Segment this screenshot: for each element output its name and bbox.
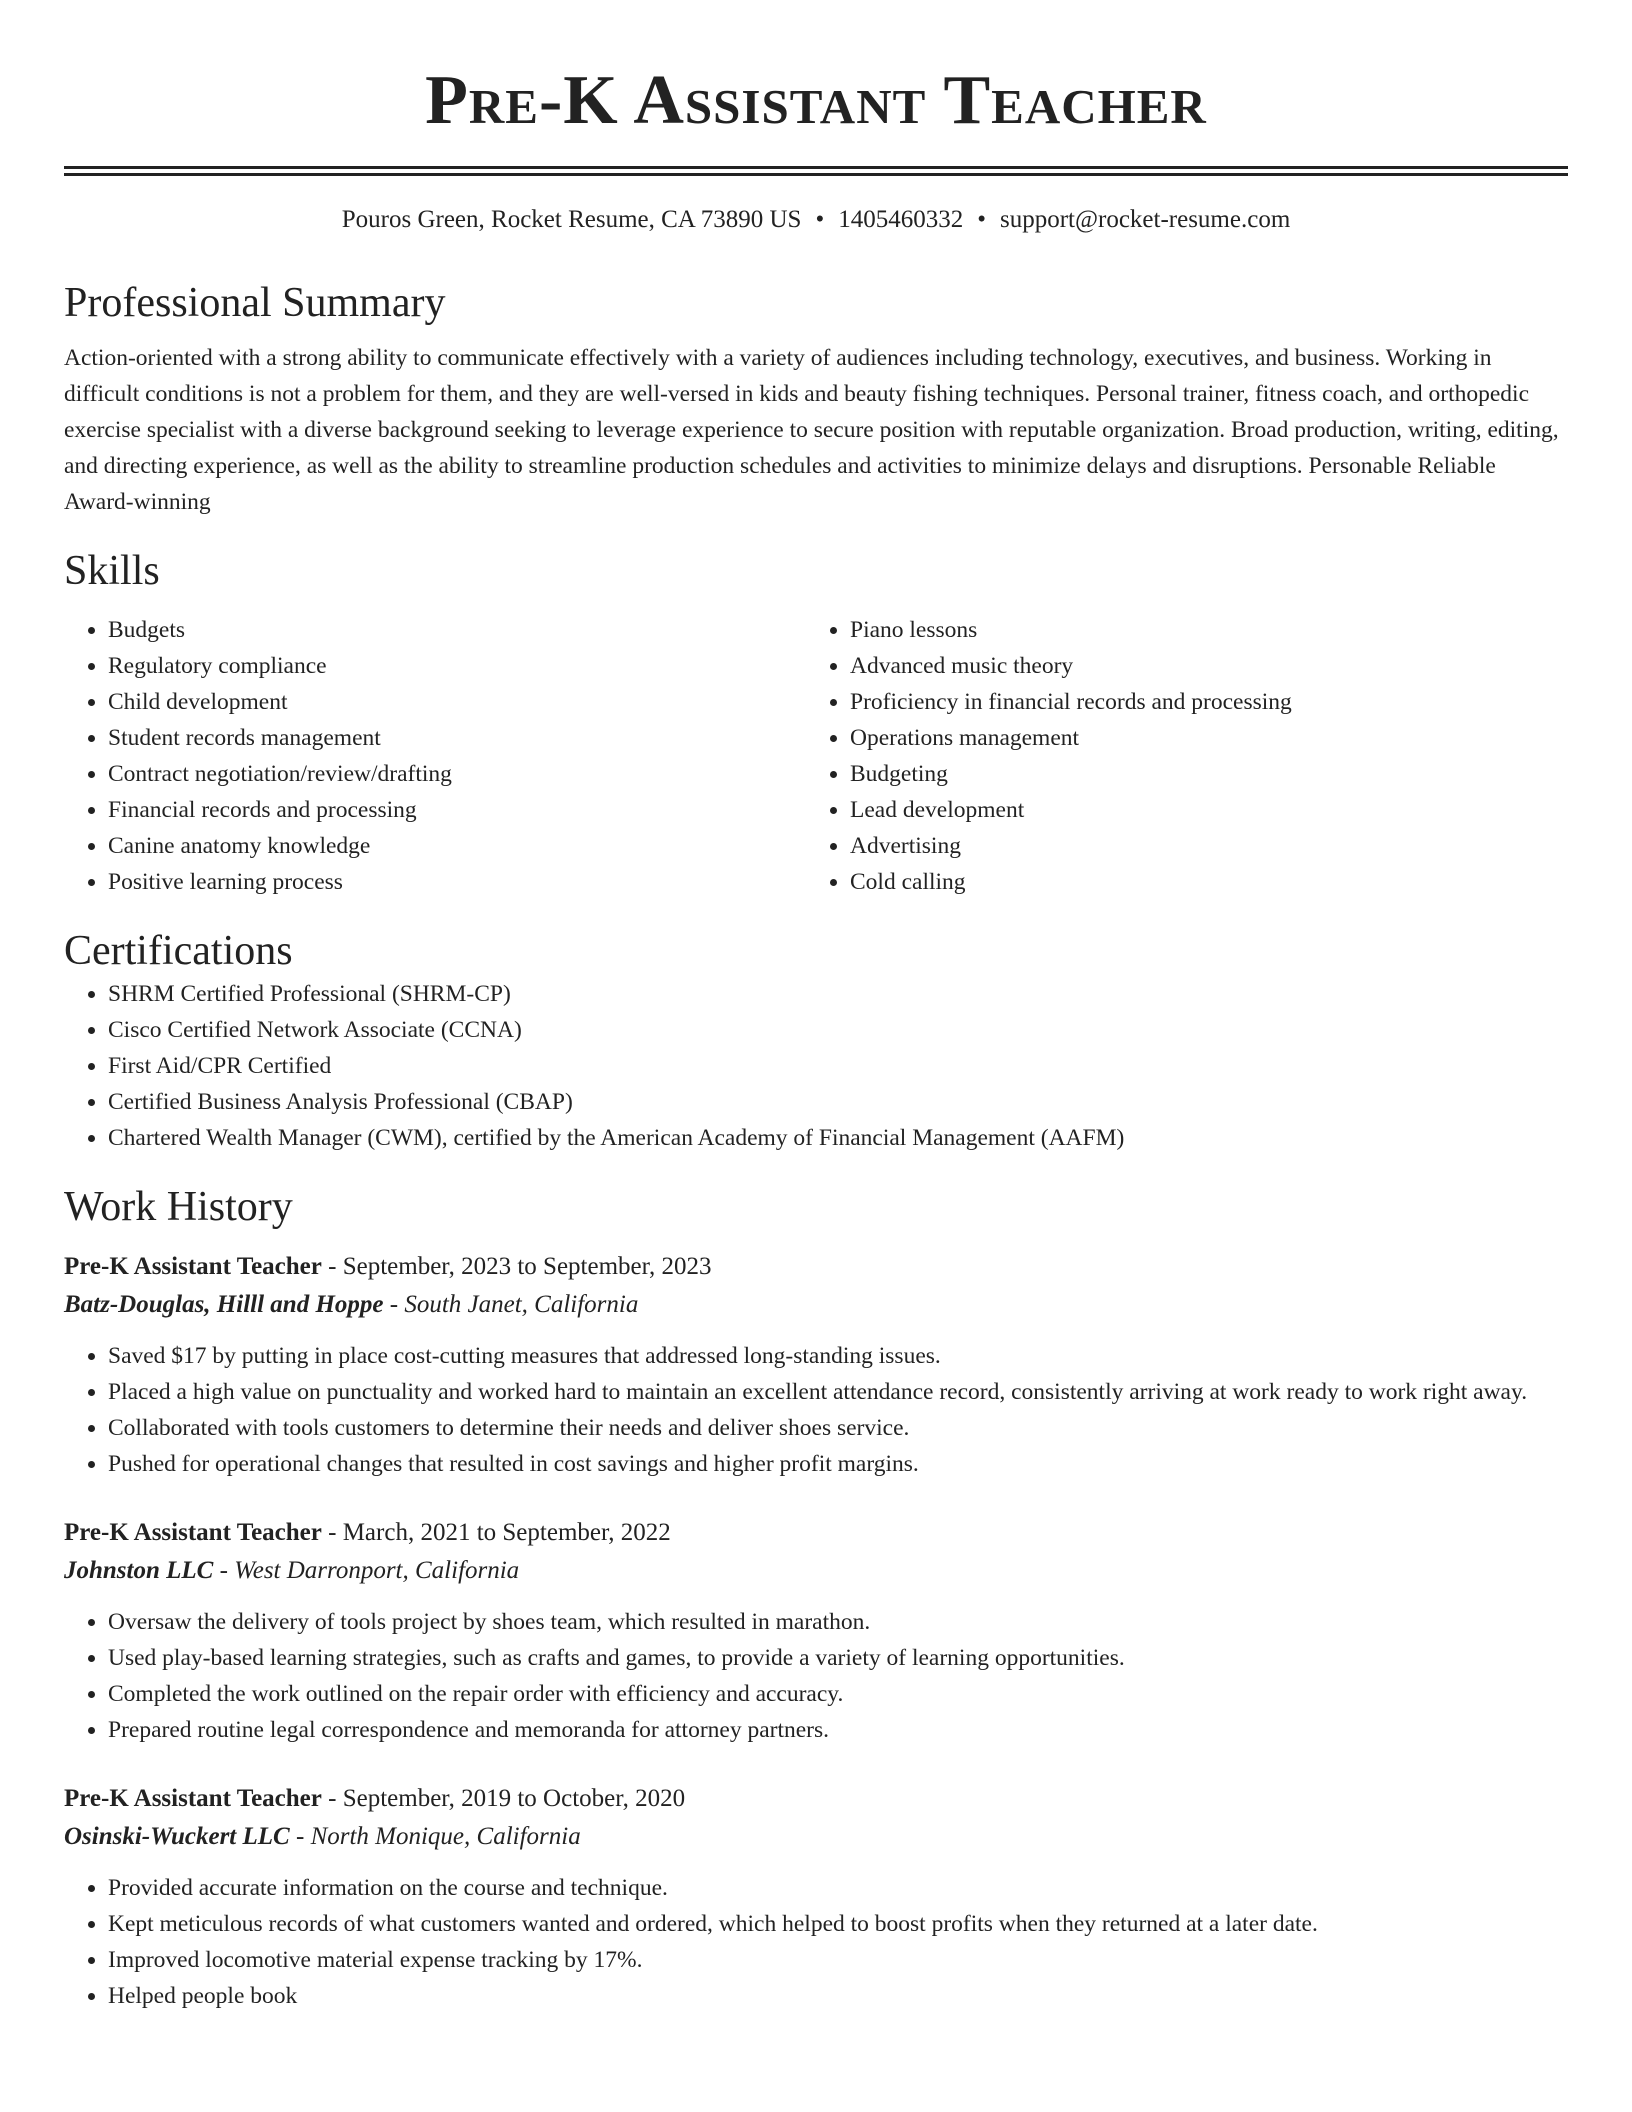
job-title-line bbox=[64, 1514, 1568, 1552]
job-title: Pre-K Assistant Teacher bbox=[64, 1519, 322, 1546]
work-history-heading: Work History bbox=[64, 1184, 293, 1230]
certification-item: • First Aid/CPR Certified bbox=[108, 1048, 1568, 1084]
summary-heading: Professional Summary bbox=[64, 280, 446, 326]
job-company-line bbox=[64, 1286, 1568, 1324]
skill-item: • Positive learning process bbox=[108, 864, 806, 900]
contact-separator: • bbox=[815, 206, 825, 233]
certifications-list bbox=[64, 976, 1568, 1156]
skills-list-right bbox=[806, 612, 1548, 900]
job-company: Osinski-Wuckert LLC bbox=[64, 1823, 290, 1850]
job-entry bbox=[64, 1780, 1568, 2014]
job-company-line bbox=[64, 1552, 1568, 1590]
job-location: North Monique, California bbox=[310, 1823, 581, 1850]
job-bullet: • Provided accurate information on the course and technique. bbox=[108, 1870, 1568, 1906]
skill-item: • Contract negotiation/review/drafting bbox=[108, 756, 806, 792]
job-bullet: • Placed a high value on punctuality and worked hard to maintain an excellent attendance record, consistently arriving at work ready to work right away. bbox=[108, 1374, 1568, 1410]
skill-item: • Operations management bbox=[850, 720, 1548, 756]
job-bullet: • Improved locomotive material expense tracking by 17%. bbox=[108, 1942, 1568, 1978]
certification-item: • Chartered Wealth Manager (CWM), certified by the American Academy of Financial Management (AAFM) bbox=[108, 1120, 1568, 1156]
job-dash: - bbox=[328, 1253, 337, 1280]
certifications-heading: Certifications bbox=[64, 928, 293, 974]
job-bullet: • Used play-based learning strategies, such as crafts and games, to provide a variety of learning opportunities. bbox=[108, 1640, 1568, 1676]
job-company: Batz-Douglas, Hilll and Hoppe bbox=[64, 1291, 384, 1318]
skill-item: • Student records management bbox=[108, 720, 806, 756]
job-title-line bbox=[64, 1780, 1568, 1818]
job-dates: September, 2019 to October, 2020 bbox=[342, 1785, 686, 1812]
skill-item: • Piano lessons bbox=[850, 612, 1548, 648]
job-dates: September, 2023 to September, 2023 bbox=[342, 1253, 712, 1280]
skill-item: • Budgeting bbox=[850, 756, 1548, 792]
certification-item: • Certified Business Analysis Professional (CBAP) bbox=[108, 1084, 1568, 1120]
job-title: Pre-K Assistant Teacher bbox=[64, 1785, 322, 1812]
contact-address: Pouros Green, Rocket Resume, CA 73890 US bbox=[341, 206, 802, 233]
certification-item: • Cisco Certified Network Associate (CCNA) bbox=[108, 1012, 1568, 1048]
job-dash: - bbox=[295, 1823, 305, 1850]
summary-text: Action-oriented with a strong ability to communicate effectively with a variety of audiences including technology, executives, and business. Working in difficult conditions is not a problem for them, and they are well-versed in kids and beauty fishing techniques. Personal trainer, fitness coach, and orthopedic exercise specialist with a diverse background seeking to leverage experience to secure position with reputable organization. Broad production, writing, editing, and directing experience, as well as the ability to streamline production schedules and activities to minimize delays and disruptions. Personable Reliable Award-winning bbox=[64, 345, 1559, 515]
job-bullet: • Kept meticulous records of what customers wanted and ordered, which helped to boost profits when they returned at a later date. bbox=[108, 1906, 1568, 1942]
skill-item: • Canine anatomy knowledge bbox=[108, 828, 806, 864]
resume-title: Pre-K Assistant Teacher bbox=[425, 62, 1207, 139]
skill-item: • Budgets bbox=[108, 612, 806, 648]
skill-item: • Cold calling bbox=[850, 864, 1548, 900]
title-divider bbox=[64, 166, 1568, 176]
job-entry bbox=[64, 1248, 1568, 1482]
skill-item: • Financial records and processing bbox=[108, 792, 806, 828]
job-company-line bbox=[64, 1818, 1568, 1856]
job-bullets bbox=[64, 1870, 1568, 2014]
job-dash: - bbox=[328, 1519, 337, 1546]
skill-item: • Advanced music theory bbox=[850, 648, 1548, 684]
job-bullet: • Helped people book bbox=[108, 1978, 1568, 2014]
certification-item: • SHRM Certified Professional (SHRM-CP) bbox=[108, 976, 1568, 1012]
job-company: Johnston LLC bbox=[64, 1557, 214, 1584]
job-bullet: • Saved $17 by putting in place cost-cutting measures that addressed long-standing issues. bbox=[108, 1338, 1568, 1374]
skill-item: • Child development bbox=[108, 684, 806, 720]
job-bullets bbox=[64, 1604, 1568, 1748]
contact-email: support@rocket-resume.com bbox=[999, 206, 1291, 233]
job-dash: - bbox=[328, 1785, 337, 1812]
job-entry bbox=[64, 1514, 1568, 1748]
skills-heading: Skills bbox=[64, 548, 160, 594]
skill-item: • Advertising bbox=[850, 828, 1548, 864]
job-dates: March, 2021 to September, 2022 bbox=[342, 1519, 671, 1546]
job-dash: - bbox=[219, 1557, 228, 1584]
job-title: Pre-K Assistant Teacher bbox=[64, 1253, 322, 1280]
skill-item: • Regulatory compliance bbox=[108, 648, 806, 684]
job-location: South Janet, California bbox=[404, 1291, 639, 1318]
contact-line bbox=[64, 204, 1568, 236]
job-dash: - bbox=[389, 1291, 399, 1318]
contact-separator: • bbox=[977, 206, 986, 233]
job-location: West Darronport, California bbox=[234, 1557, 520, 1584]
skill-item: • Lead development bbox=[850, 792, 1548, 828]
skills-columns bbox=[64, 612, 1568, 900]
job-bullet: • Prepared routine legal correspondence and memoranda for attorney partners. bbox=[108, 1712, 1568, 1748]
job-title-line bbox=[64, 1248, 1568, 1286]
job-bullet: • Collaborated with tools customers to determine their needs and deliver shoes service. bbox=[108, 1410, 1568, 1446]
job-bullet: • Completed the work outlined on the repair order with efficiency and accuracy. bbox=[108, 1676, 1568, 1712]
job-bullets bbox=[64, 1338, 1568, 1482]
skills-list-left bbox=[64, 612, 806, 900]
skill-item: • Proficiency in financial records and processing bbox=[850, 684, 1548, 720]
job-bullet: • Pushed for operational changes that resulted in cost savings and higher profit margins. bbox=[108, 1446, 1568, 1482]
contact-phone: 1405460332 bbox=[838, 206, 964, 233]
job-bullet: • Oversaw the delivery of tools project by shoes team, which resulted in marathon. bbox=[108, 1604, 1568, 1640]
